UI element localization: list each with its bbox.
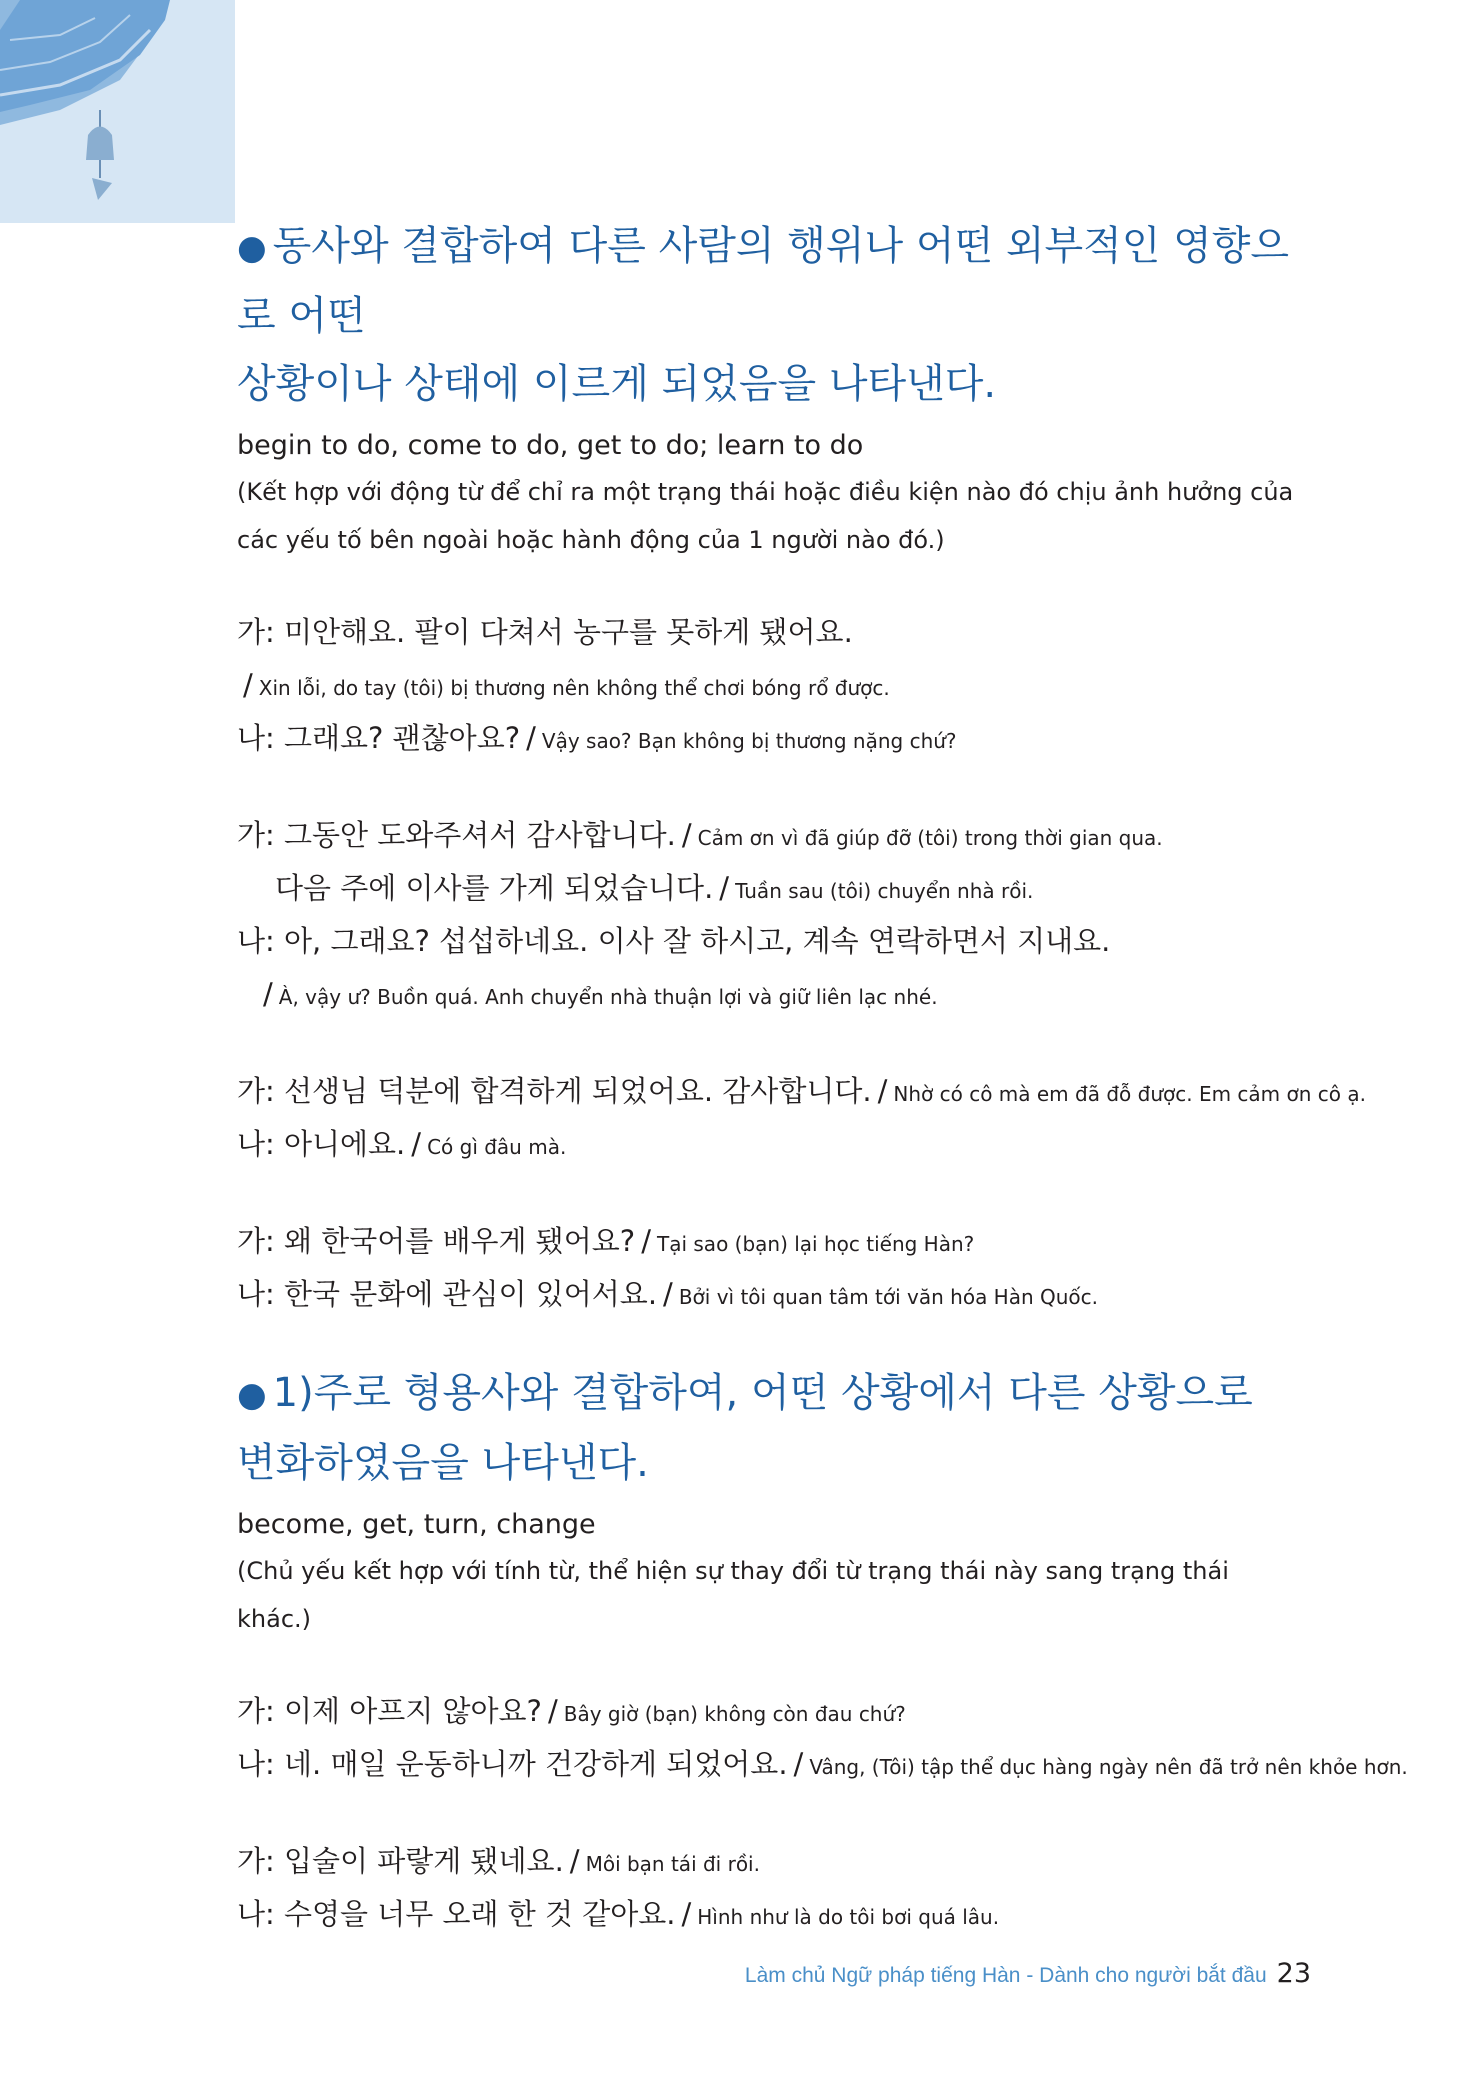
speaker-b-korean: 나: 네. 매일 운동하니까 건강하게 되었어요. bbox=[237, 1747, 788, 1781]
speaker-a-vietnamese: Xin lỗi, do tay (tôi) bị thương nên không thể chơi bóng rổ được. bbox=[258, 676, 890, 700]
speaker-b-korean: 나: 그래요? 괜찮아요? bbox=[237, 721, 521, 755]
speaker-a-korean: 가: 그동안 도와주셔서 감사합니다. bbox=[237, 818, 676, 852]
section-1-heading bbox=[237, 212, 1307, 418]
speaker-a-vietnamese: Môi bạn tái đi rồi. bbox=[585, 1852, 760, 1876]
speaker-a-vietnamese: Nhờ có cô mà em đã đỗ được. Em cảm ơn cô ạ. bbox=[893, 1082, 1366, 1106]
vietnamese-meaning: (Kết hợp với động từ để chỉ ra một trạng thái hoặc điều kiện nào đó chịu ảnh hưởng của các yếu tố bên ngoài hoặc hành động của 1 người nào đó.) bbox=[237, 478, 1294, 554]
speaker-b-korean: 나: 수영을 너무 오래 한 것 같아요. bbox=[237, 1897, 676, 1931]
dialogue: 가: 입술이 파랗게 됐네요. / Môi bạn tái đi rồi. 나: 수영을 너무 오래 한 것 같아요. / Hình như là do tôi bơi quá lâu. bbox=[237, 1844, 1000, 1931]
section-2 bbox=[237, 1359, 1408, 1943]
dialogue: 가: 선생님 덕분에 합격하게 되었어요. 감사합니다. / Nhờ có cô mà em đã đỗ được. Em cảm ơn cô ạ. 나: 아니에요. / Có gì đâu mà. bbox=[237, 1074, 1366, 1161]
speaker-a-vietnamese-cont: Tuần sau (tôi) chuyển nhà rồi. bbox=[735, 879, 1034, 903]
speaker-a-korean-cont: 다음 주에 이사를 가게 되었습니다. bbox=[275, 871, 714, 905]
speaker-b-vietnamese: Có gì đâu mà. bbox=[427, 1135, 567, 1159]
heading-line-1: 동사와 결합하여 다른 사람의 행위나 어떤 외부적인 영향으로 어떤 bbox=[237, 223, 1290, 339]
speaker-b-vietnamese: Bởi vì tôi quan tâm tới văn hóa Hàn Quốc. bbox=[678, 1285, 1099, 1309]
heading-line-1: 1)주로 형용사와 결합하여, 어떤 상황에서 다른 상황으로 bbox=[272, 1370, 1253, 1416]
section-2-heading bbox=[237, 1359, 1307, 1497]
speaker-a-vietnamese: Tại sao (bạn) lại học tiếng Hàn? bbox=[657, 1232, 975, 1256]
speaker-a-korean: 가: 이제 아프지 않아요? bbox=[237, 1694, 542, 1728]
dialogue: 가: 미안해요. 팔이 다쳐서 농구를 못하게 됐어요. / Xin lỗi, do tay (tôi) bị thương nên không thể chơi bóng rổ được. 나: 그래요? 괜찮아요? / Vậy sao? Bạn không bị thương nặng chứ? bbox=[237, 615, 957, 755]
bullet-icon: ● bbox=[237, 1375, 267, 1415]
book-title: Làm chủ Ngữ pháp tiếng Hàn - Dành cho người bắt đầu bbox=[744, 1964, 1267, 1987]
page-footer bbox=[745, 1958, 1311, 1989]
speaker-b-korean: 나: 아, 그래요? 섭섭하네요. 이사 잘 하시고, 계속 연락하면서 지내요. bbox=[237, 924, 1111, 958]
dialogue: 가: 그동안 도와주셔서 감사합니다. / Cảm ơn vì đã giúp đỡ (tôi) trong thời gian qua. 다음 주에 이사를 가게 되었습니다. / Tuần sau (tôi) chuyển nhà rồi. 나: 아, 그래요? 섭섭하네요. 이사 잘 하시고, 계속 연락하면서 지내요. / À, vậy ư? Buồn quá. Anh chuyển nhà thuận lợi và giữ liên lạc nhé. bbox=[237, 818, 1163, 1011]
speaker-b-vietnamese: Hình như là do tôi bơi quá lâu. bbox=[697, 1905, 1000, 1929]
corner-illustration bbox=[0, 0, 235, 223]
speaker-a-korean: 가: 미안해요. 팔이 다쳐서 농구를 못하게 됐어요. bbox=[237, 615, 853, 649]
heading-line-2: 상황이나 상태에 이르게 되었음을 나타낸다. bbox=[237, 361, 997, 407]
speaker-b-korean: 나: 아니에요. bbox=[237, 1127, 406, 1161]
bullet-icon: ● bbox=[237, 228, 267, 268]
page-content bbox=[237, 212, 1408, 1943]
section-1 bbox=[237, 212, 1366, 1323]
english-meaning: begin to do, come to do, get to do; learn to do bbox=[237, 430, 864, 461]
speaker-a-korean: 가: 입술이 파랗게 됐네요. bbox=[237, 1844, 564, 1878]
page-number: 23 bbox=[1276, 1958, 1311, 1989]
speaker-b-vietnamese: Vậy sao? Bạn không bị thương nặng chứ? bbox=[541, 729, 957, 753]
speaker-a-korean: 가: 왜 한국어를 배우게 됐어요? bbox=[237, 1224, 636, 1258]
speaker-b-vietnamese: À, vậy ư? Buồn quá. Anh chuyển nhà thuận lợi và giữ liên lạc nhé. bbox=[278, 985, 938, 1009]
speaker-b-vietnamese: Vâng, (Tôi) tập thể dục hàng ngày nên đã trở nên khỏe hơn. bbox=[809, 1755, 1408, 1779]
speaker-a-korean: 가: 선생님 덕분에 합격하게 되었어요. 감사합니다. bbox=[237, 1074, 872, 1108]
speaker-a-vietnamese: Cảm ơn vì đã giúp đỡ (tôi) trong thời gian qua. bbox=[697, 826, 1163, 850]
dialogue: 가: 왜 한국어를 배우게 됐어요? / Tại sao (bạn) lại học tiếng Hàn? 나: 한국 문화에 관심이 있어서요. / Bởi vì tôi quan tâm tới văn hóa Hàn Quốc. bbox=[237, 1224, 1099, 1311]
english-meaning: become, get, turn, change bbox=[237, 1509, 596, 1540]
heading-line-2: 변화하였음을 나타낸다. bbox=[237, 1440, 649, 1486]
vietnamese-meaning: (Chủ yếu kết hợp với tính từ, thể hiện sự thay đổi từ trạng thái này sang trạng thái khác.) bbox=[237, 1557, 1229, 1633]
dialogue: 가: 이제 아프지 않아요? / Bây giờ (bạn) không còn đau chứ? 나: 네. 매일 운동하니까 건강하게 되었어요. / Vâng, (Tôi) tập thể dục hàng ngày nên đã trở nên khỏe hơn. bbox=[237, 1694, 1408, 1781]
speaker-a-vietnamese: Bây giờ (bạn) không còn đau chứ? bbox=[563, 1702, 906, 1726]
speaker-b-korean: 나: 한국 문화에 관심이 있어서요. bbox=[237, 1277, 658, 1311]
